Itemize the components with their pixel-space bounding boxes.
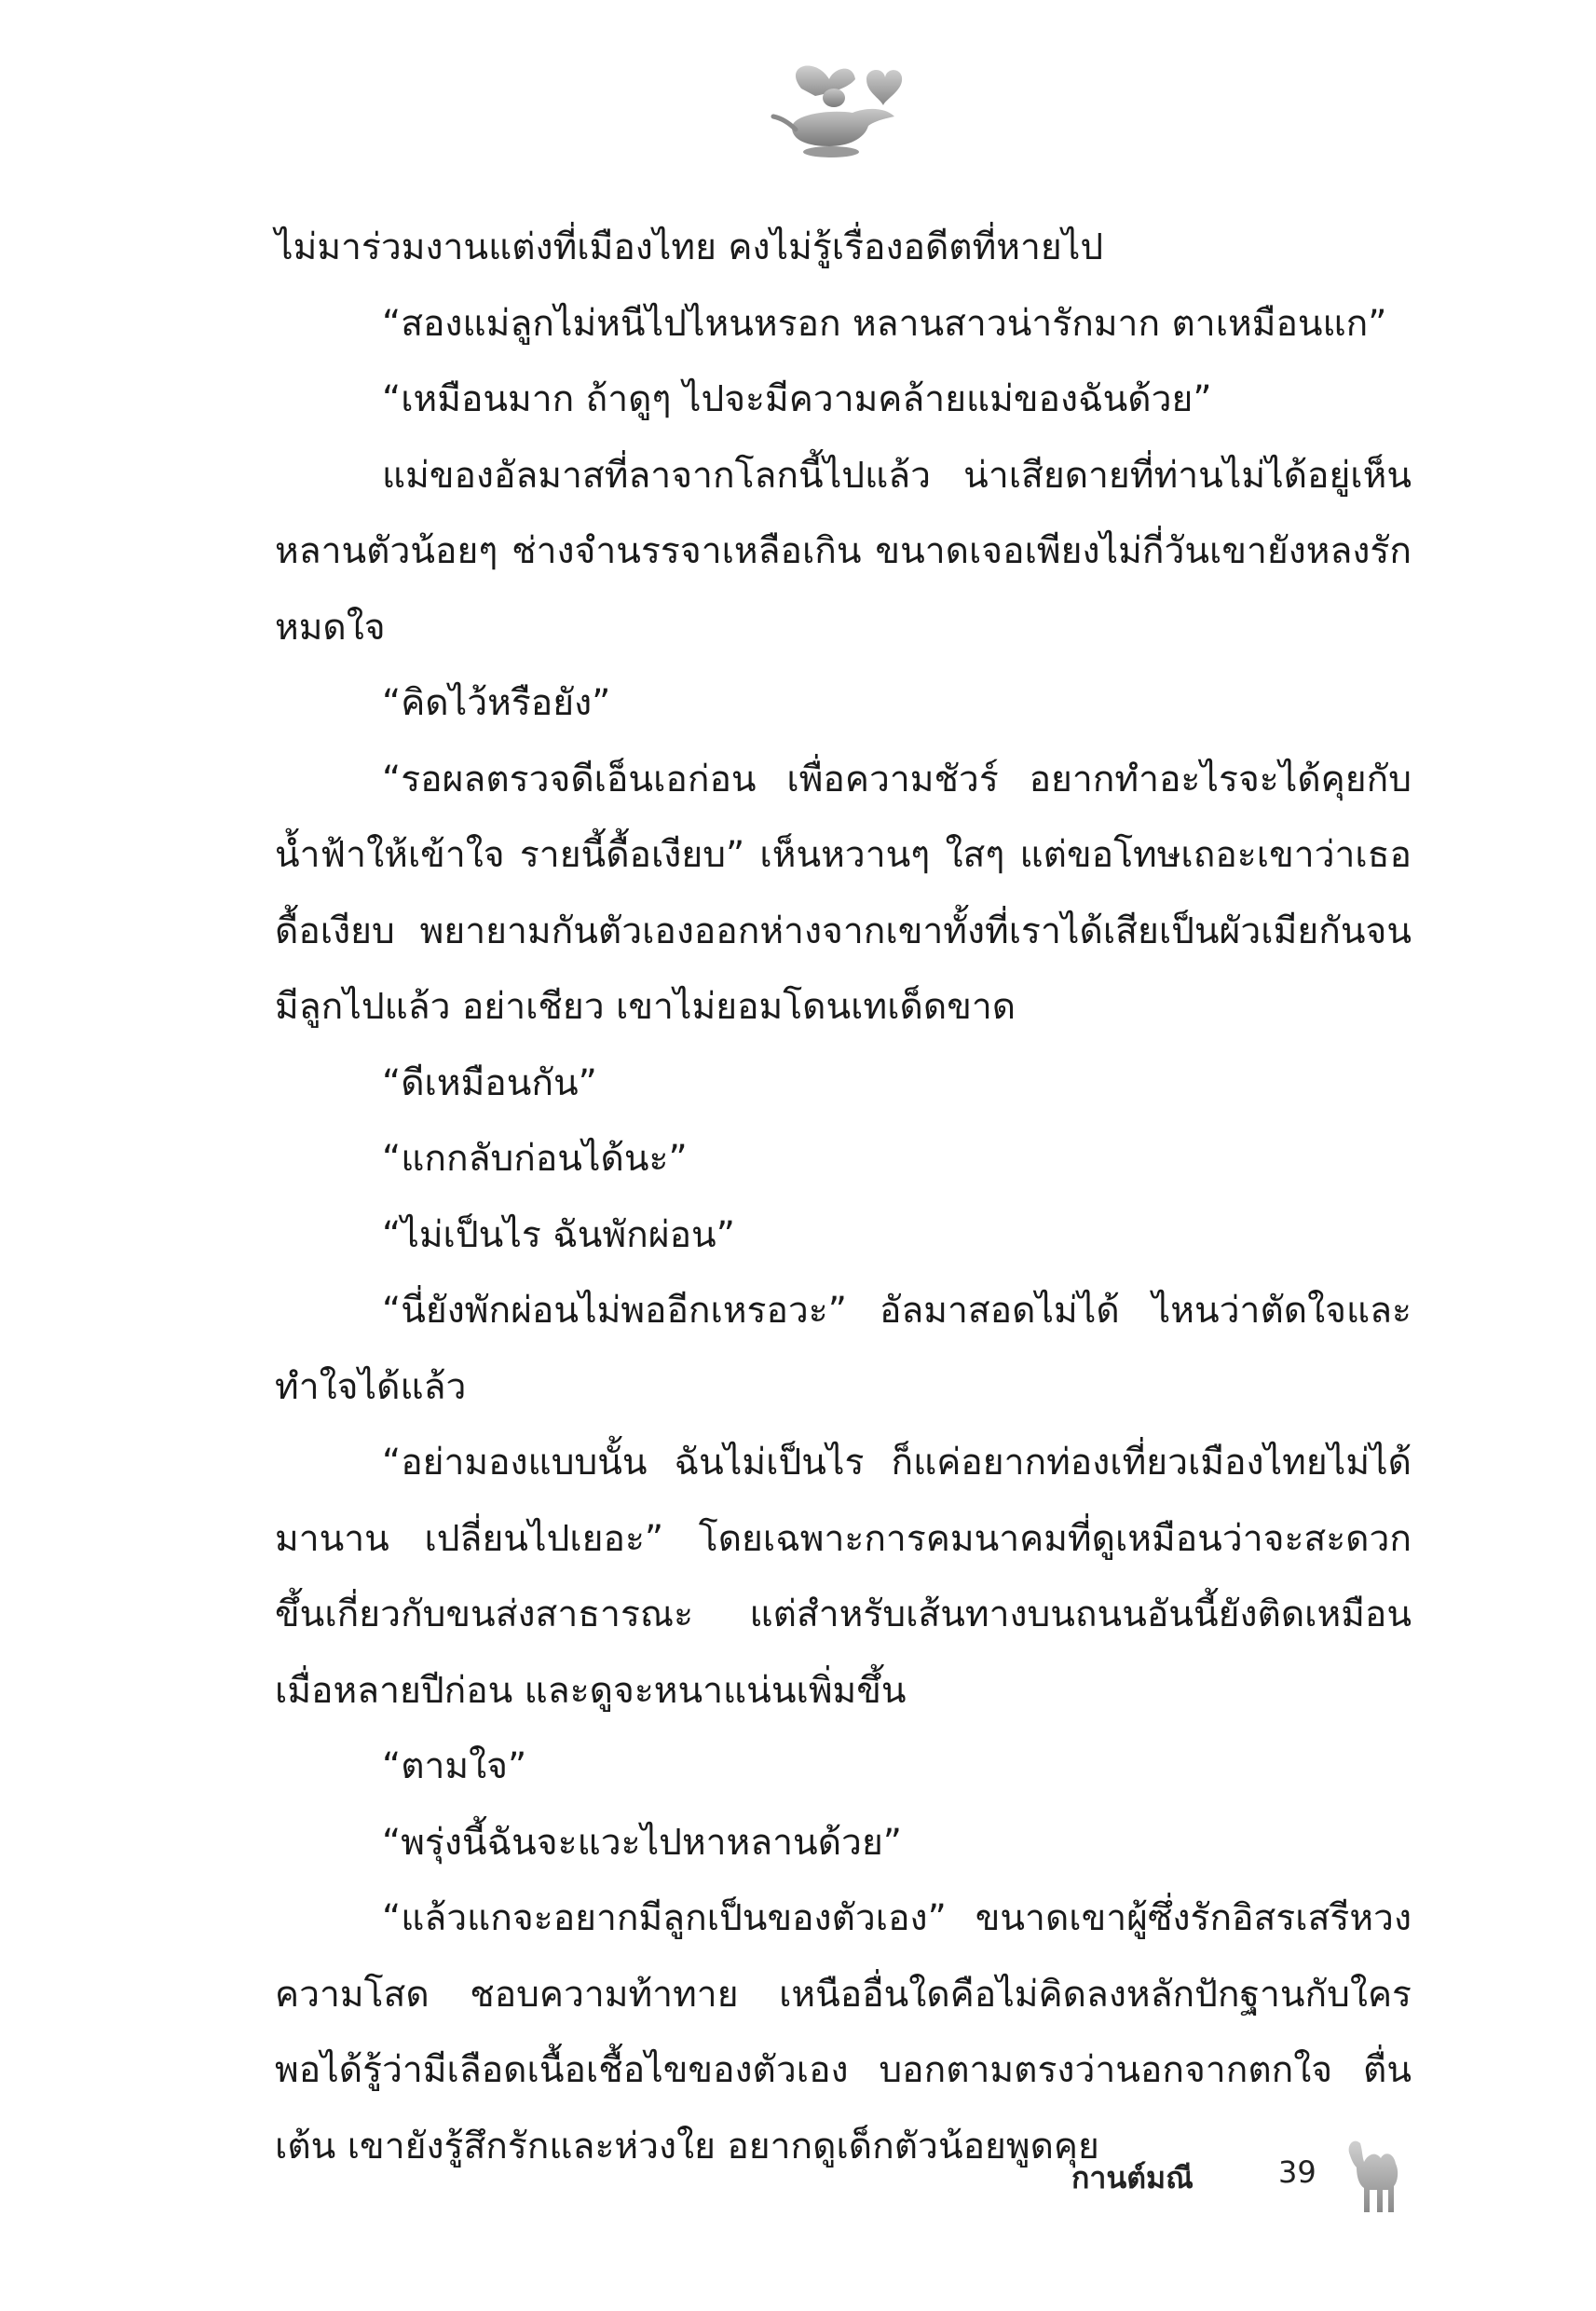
paragraph: “อย่ามองแบบนั้น ฉันไม่เป็นไร ก็แค่อยากท่องเที่ยวเมืองไทยไม่ได้มานาน เปลี่ยนไปเยอะ” โดยเฉพาะการคมนาคมที่ดูเหมือนว่าจะสะดวกขึ้นเกี่ยวกับขนส่งสาธารณะ แต่สำหรับเส้นทางบนถนนอันนี้ยังติดเหมือนเมื่อหลายปีก่อน และดูจะหนาแน่นเพิ่มขึ้น [275, 1442, 1412, 1712]
page-number: 39 [1278, 2154, 1316, 2190]
paragraph: “รอผลตรวจดีเอ็นเอก่อน เพื่อความชัวร์ อยากทำอะไรจะได้คุยกับน้ำฟ้าให้เข้าใจ รายนี้ดื้อเงียบ” เห็นหวานๆ ใสๆ แต่ขอโทษเถอะเขาว่าเธอดื้อเงียบ พยายามกันตัวเองออกห่างจากเขาทั้งที่เราได้เสียเป็นผัวเมียกันจนมีลูกไปแล้ว อย่าเชียว เขาไม่ยอมโดนเทเด็ดขาด [275, 758, 1412, 1028]
paragraph: “พรุ่งนี้ฉันจะแวะไปหาหลานด้วย” [382, 1821, 902, 1864]
page-footer [1071, 2134, 1444, 2227]
paragraph: “ตามใจ” [382, 1745, 527, 1787]
paragraph: “สองแม่ลูกไม่หนีไปไหนหรอก หลานสาวน่ารักมาก ตาเหมือนแก” [382, 302, 1387, 345]
camel-icon [1342, 2134, 1407, 2218]
paragraph: แม่ของอัลมาสที่ลาจากโลกนี้ไปแล้ว น่าเสียดายที่ท่านไม่ได้อยู่เห็นหลานตัวน้อยๆ ช่างจำนรรจาเหลือเกิน ขนาดเจอเพียงไม่กี่วันเขายังหลงรักหมดใจ [275, 454, 1412, 649]
paragraph: “คิดไว้หรือยัง” [382, 682, 611, 724]
paragraph: “นี่ยังพักผ่อนไม่พออีกเหรอวะ” อัลมาสอดไม่ได้ ไหนว่าตัดใจและทำใจได้แล้ว [275, 1290, 1412, 1408]
paragraph: “ดีเหมือนกัน” [382, 1061, 597, 1104]
paragraph: “ไม่เป็นไร ฉันพักผ่อน” [382, 1213, 735, 1256]
angel-teapot-ornament-icon [764, 51, 913, 163]
paragraph: ไม่มาร่วมงานแต่งที่เมืองไทย คงไม่รู้เรื่องอดีตที่หายไป [275, 226, 1104, 268]
paragraph: “แกกลับก่อนได้นะ” [382, 1138, 688, 1180]
body-text [275, 210, 1412, 2184]
paragraph: “เหมือนมาก ถ้าดูๆ ไปจะมีความคล้ายแม่ของฉันด้วย” [382, 378, 1212, 420]
author-name: กานต์มณี [1071, 2160, 1194, 2195]
paragraph: “แล้วแกจะอยากมีลูกเป็นของตัวเอง” ขนาดเขาผู้ซึ่งรักอิสรเสรีหวงความโสด ชอบความท้าทาย เหนืออื่นใดคือไม่คิดลงหลักปักฐานกับใคร พอได้รู้ว่ามีเลือดเนื้อเชื้อไขของตัวเอง บอกตามตรงว่านอกจากตกใจ ตื่นเต้น เขายังรู้สึกรักและห่วงใย อยากดูเด็กตัวน้อยพูดคุย [275, 1897, 1412, 2167]
